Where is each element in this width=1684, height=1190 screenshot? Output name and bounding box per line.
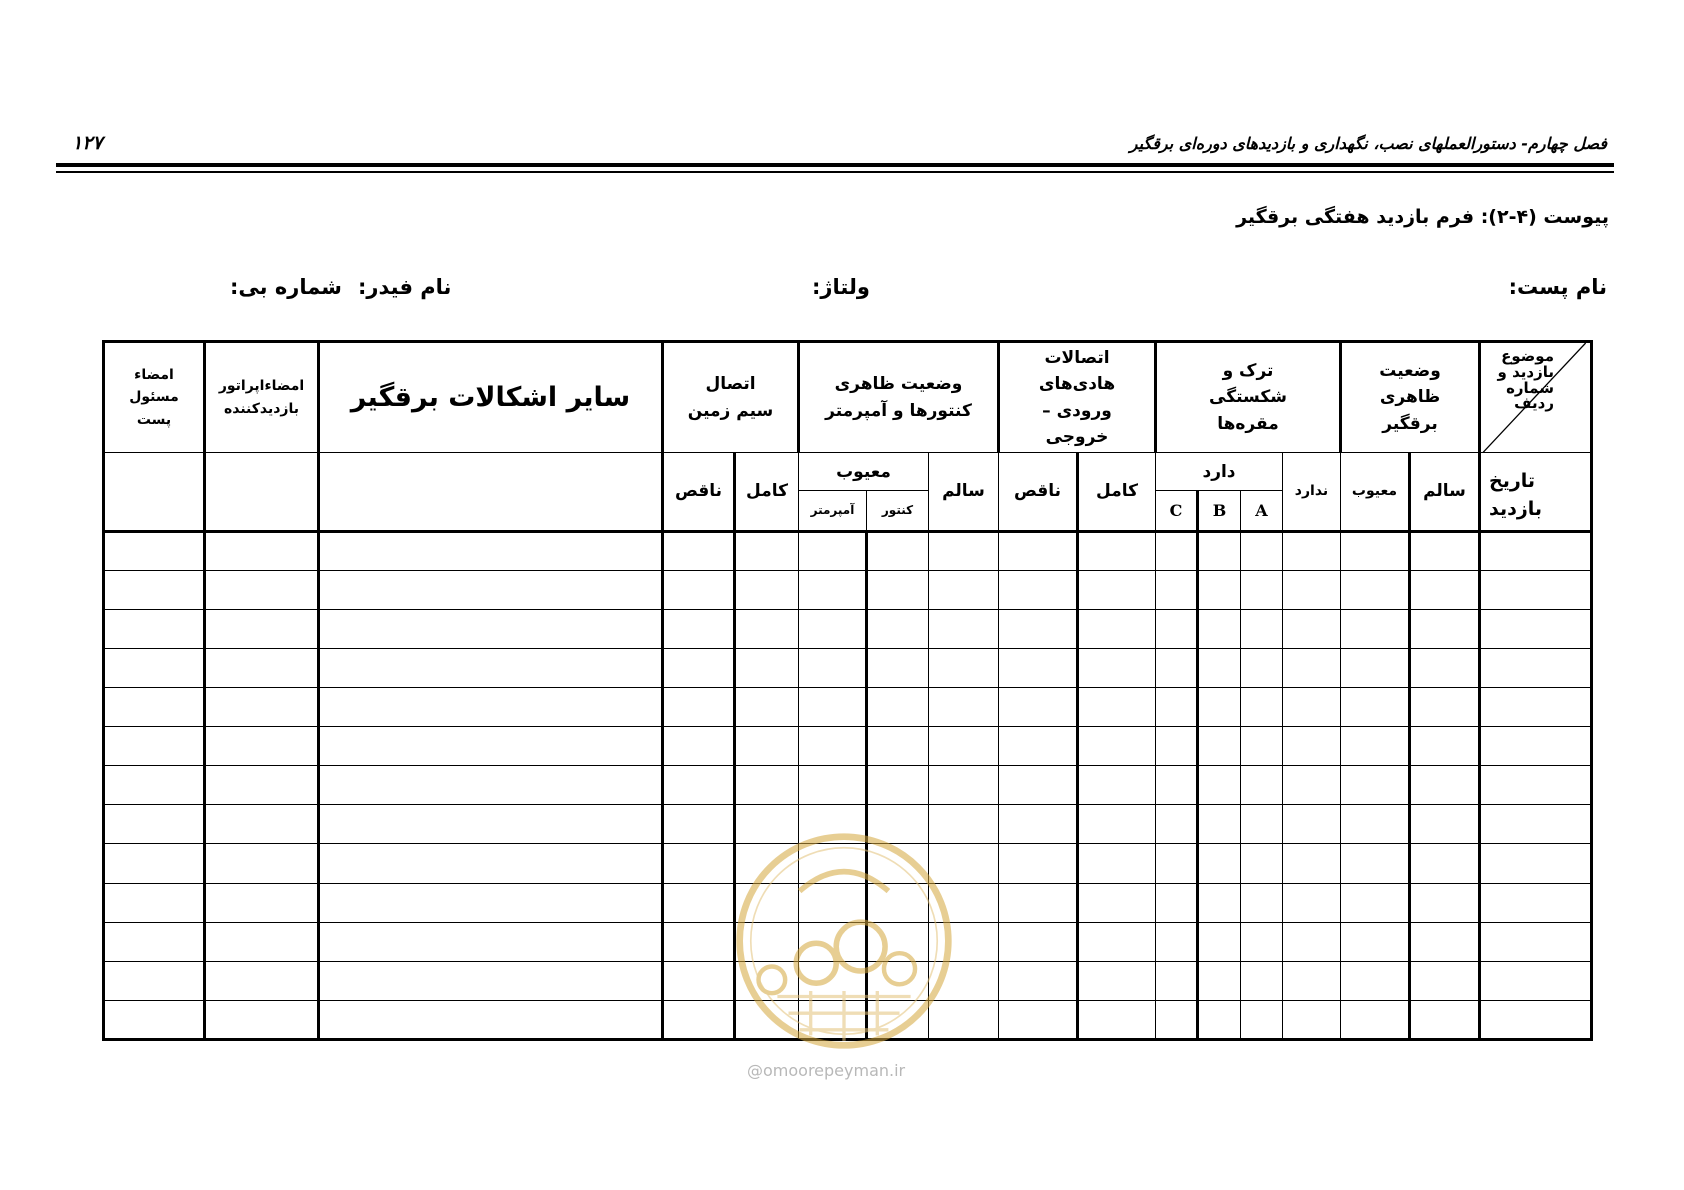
connections-text: اتصالات هادی‌های ورودی – خروجی — [1038, 347, 1116, 447]
ground-complete-subheader: کامل — [735, 453, 799, 531]
form-cell[interactable] — [1480, 844, 1592, 883]
form-cell[interactable] — [1156, 570, 1198, 609]
form-cell[interactable] — [867, 609, 929, 648]
operator-signature-text: امضاءاپراتور بازدیدکننده — [218, 378, 305, 417]
subject-header-cell — [1480, 342, 1592, 453]
form-cell[interactable] — [1156, 687, 1198, 726]
chapter-title: فصل چهارم- دستورالعملهای نصب، نگهداری و بازدیدهای دوره‌ای برقگیر — [1129, 134, 1607, 153]
counter-status-header — [799, 342, 999, 453]
form-cell[interactable] — [735, 570, 799, 609]
form-cell[interactable] — [1480, 531, 1592, 570]
form-cell[interactable] — [1283, 531, 1341, 570]
form-cell[interactable] — [1341, 961, 1410, 1000]
form-cell[interactable] — [319, 531, 663, 570]
form-cell[interactable] — [1078, 922, 1156, 961]
form-cell[interactable] — [319, 922, 663, 961]
form-cell[interactable] — [1480, 766, 1592, 805]
form-cell[interactable] — [1341, 766, 1410, 805]
form-cell[interactable] — [205, 609, 319, 648]
form-cell[interactable] — [1241, 961, 1283, 1000]
manager-signature-header — [104, 342, 205, 453]
date-header — [1489, 468, 1542, 523]
form-cell[interactable] — [1241, 844, 1283, 883]
form-cell[interactable] — [1156, 648, 1198, 687]
insulator-crack-text: ترک و شکستگی مقره‌ها — [1209, 361, 1287, 434]
form-cell[interactable] — [663, 961, 735, 1000]
form-cell[interactable] — [1078, 883, 1156, 922]
form-cell[interactable] — [104, 531, 205, 570]
form-cell[interactable] — [1198, 531, 1241, 570]
complete-subheader: کامل — [1078, 453, 1156, 531]
form-cell[interactable] — [1410, 1000, 1480, 1039]
form-cell[interactable] — [663, 687, 735, 726]
table-row — [104, 766, 1592, 805]
form-cell[interactable] — [1078, 609, 1156, 648]
form-cell[interactable] — [663, 1000, 735, 1039]
form-cell[interactable] — [1241, 805, 1283, 844]
form-cell[interactable] — [735, 648, 799, 687]
arrester-appearance-text: وضعیت ظاهری برقگیر — [1379, 361, 1441, 434]
form-cell[interactable] — [205, 531, 319, 570]
form-cell[interactable] — [1341, 570, 1410, 609]
form-cell[interactable] — [104, 687, 205, 726]
form-cell[interactable] — [799, 531, 867, 570]
form-cell[interactable] — [1480, 805, 1592, 844]
form-cell[interactable] — [1283, 570, 1341, 609]
form-cell[interactable] — [1480, 687, 1592, 726]
form-cell[interactable] — [999, 844, 1078, 883]
form-cell[interactable] — [663, 531, 735, 570]
table-row — [104, 648, 1592, 687]
form-cell[interactable] — [104, 883, 205, 922]
form-cell[interactable] — [1341, 687, 1410, 726]
form-cell[interactable] — [1480, 961, 1592, 1000]
operator-signature-subcell — [205, 453, 319, 531]
counter-status-text: وضعیت ظاهری کنتورها و آمپرمتر — [825, 374, 972, 421]
form-cell[interactable] — [104, 609, 205, 648]
form-cell[interactable] — [1198, 727, 1241, 766]
form-cell[interactable] — [999, 570, 1078, 609]
form-cell[interactable] — [319, 883, 663, 922]
ground-wire-header — [663, 342, 799, 453]
date-header-cell — [1480, 453, 1592, 531]
form-cell[interactable] — [1198, 805, 1241, 844]
form-cell[interactable] — [1078, 961, 1156, 1000]
other-problems-subcell — [319, 453, 663, 531]
form-cell[interactable] — [104, 844, 205, 883]
form-cell[interactable] — [1156, 883, 1198, 922]
form-cell[interactable] — [1078, 531, 1156, 570]
form-cell[interactable] — [1156, 766, 1198, 805]
subject-line: بازدید و — [1497, 362, 1554, 381]
form-cell[interactable] — [1283, 805, 1341, 844]
table-row — [104, 531, 1592, 570]
form-cell[interactable] — [999, 531, 1078, 570]
has-subheader: دارد — [1156, 453, 1283, 491]
date-line: تاریخ — [1489, 470, 1536, 493]
other-problems-header: سایر اشکالات برقگیر — [319, 342, 663, 453]
form-cell[interactable] — [1480, 727, 1592, 766]
form-cell[interactable] — [1078, 844, 1156, 883]
page-number: ۱۲۷ — [72, 132, 103, 154]
form-cell[interactable] — [929, 648, 999, 687]
form-cell[interactable] — [1341, 648, 1410, 687]
form-cell[interactable] — [1156, 961, 1198, 1000]
feeder-name-label: نام فیدر: — [358, 275, 452, 299]
subject-line: ردیف — [1514, 394, 1554, 413]
watermark-seal-icon — [733, 830, 955, 1052]
form-cell[interactable] — [1156, 922, 1198, 961]
form-cell[interactable] — [1410, 922, 1480, 961]
form-cell[interactable] — [319, 844, 663, 883]
form-cell[interactable] — [1241, 687, 1283, 726]
form-cell[interactable] — [1480, 1000, 1592, 1039]
form-cell[interactable] — [1341, 1000, 1410, 1039]
form-cell[interactable] — [1241, 922, 1283, 961]
form-cell[interactable] — [1156, 805, 1198, 844]
subject-line: موضوع — [1501, 347, 1554, 365]
form-cell[interactable] — [999, 922, 1078, 961]
form-cell[interactable] — [1410, 648, 1480, 687]
appendix-title: پیوست (۴-۲): فرم بازدید هفتگی برقگیر — [1236, 206, 1609, 228]
form-cell[interactable] — [867, 648, 929, 687]
form-cell[interactable] — [867, 687, 929, 726]
form-cell[interactable] — [1480, 922, 1592, 961]
form-cell[interactable] — [1283, 922, 1341, 961]
form-cell[interactable] — [205, 844, 319, 883]
watermark-site-text: @omoorepeyman.ir — [747, 1061, 906, 1080]
form-cell[interactable] — [663, 766, 735, 805]
form-cell[interactable] — [1241, 766, 1283, 805]
form-cell[interactable] — [1341, 844, 1410, 883]
form-cell[interactable] — [1241, 1000, 1283, 1039]
form-cell[interactable] — [867, 531, 929, 570]
form-cell[interactable] — [1156, 531, 1198, 570]
form-cell[interactable] — [867, 570, 929, 609]
form-cell[interactable] — [799, 687, 867, 726]
form-cell[interactable] — [799, 766, 867, 805]
form-cell[interactable] — [205, 805, 319, 844]
phase-a-header: A — [1241, 491, 1283, 531]
form-cell[interactable] — [735, 531, 799, 570]
form-cell[interactable] — [1480, 648, 1592, 687]
form-cell[interactable] — [1078, 1000, 1156, 1039]
form-cell[interactable] — [319, 805, 663, 844]
form-cell[interactable] — [1198, 961, 1241, 1000]
form-cell[interactable] — [1283, 609, 1341, 648]
header-rule-thick — [56, 163, 1614, 167]
form-cell[interactable] — [1241, 883, 1283, 922]
form-cell[interactable] — [1241, 727, 1283, 766]
form-cell[interactable] — [1241, 570, 1283, 609]
form-cell[interactable] — [663, 609, 735, 648]
form-cell[interactable] — [999, 766, 1078, 805]
form-cell[interactable] — [1241, 531, 1283, 570]
form-cell[interactable] — [104, 766, 205, 805]
form-cell[interactable] — [1480, 609, 1592, 648]
form-cell[interactable] — [1156, 1000, 1198, 1039]
form-cell[interactable] — [1198, 922, 1241, 961]
form-cell[interactable] — [1283, 1000, 1341, 1039]
form-cell[interactable] — [799, 727, 867, 766]
form-cell[interactable] — [1078, 687, 1156, 726]
ammeter-header: آمپرمتر — [799, 491, 867, 531]
form-cell[interactable] — [1283, 648, 1341, 687]
phase-c-header: C — [1156, 491, 1198, 531]
form-cell[interactable] — [1078, 727, 1156, 766]
form-cell[interactable] — [735, 727, 799, 766]
table-row — [104, 727, 1592, 766]
counter-healthy-subheader: سالم — [929, 453, 999, 531]
form-cell[interactable] — [319, 727, 663, 766]
form-cell[interactable] — [999, 648, 1078, 687]
form-cell[interactable] — [319, 648, 663, 687]
form-cell[interactable] — [929, 570, 999, 609]
form-cell[interactable] — [205, 687, 319, 726]
bay-number-label: شماره بی: — [230, 275, 342, 299]
form-cell[interactable] — [1241, 609, 1283, 648]
connections-header — [999, 342, 1156, 453]
manager-signature-text: امضاء مسئول پست — [129, 367, 179, 428]
form-cell[interactable] — [1410, 531, 1480, 570]
form-cell[interactable] — [999, 883, 1078, 922]
form-cell[interactable] — [1198, 1000, 1241, 1039]
form-cell[interactable] — [1410, 805, 1480, 844]
form-cell[interactable] — [319, 1000, 663, 1039]
form-cell[interactable] — [929, 531, 999, 570]
form-cell[interactable] — [1283, 961, 1341, 1000]
form-cell[interactable] — [1341, 609, 1410, 648]
form-cell[interactable] — [1078, 766, 1156, 805]
form-cell[interactable] — [1283, 883, 1341, 922]
form-cell[interactable] — [1410, 883, 1480, 922]
ground-incomplete-subheader: ناقص — [663, 453, 735, 531]
form-cell[interactable] — [1410, 727, 1480, 766]
form-cell[interactable] — [867, 727, 929, 766]
form-cell[interactable] — [104, 570, 205, 609]
subject-line: شماره — [1506, 378, 1554, 397]
form-cell[interactable] — [663, 922, 735, 961]
header-row-2 — [104, 453, 1592, 491]
form-cell[interactable] — [1156, 727, 1198, 766]
form-cell[interactable] — [104, 961, 205, 1000]
form-cell[interactable] — [735, 766, 799, 805]
form-cell[interactable] — [1410, 687, 1480, 726]
form-cell[interactable] — [867, 766, 929, 805]
insulator-crack-header — [1156, 342, 1341, 453]
form-cell[interactable] — [205, 1000, 319, 1039]
form-cell[interactable] — [799, 609, 867, 648]
form-cell[interactable] — [1156, 844, 1198, 883]
form-cell[interactable] — [663, 883, 735, 922]
form-cell[interactable] — [999, 687, 1078, 726]
healthy-subheader: سالم — [1410, 453, 1480, 531]
manager-signature-subcell — [104, 453, 205, 531]
form-cell[interactable] — [1341, 922, 1410, 961]
form-cell[interactable] — [1283, 727, 1341, 766]
form-cell[interactable] — [799, 648, 867, 687]
form-cell[interactable] — [929, 766, 999, 805]
form-cell[interactable] — [1198, 648, 1241, 687]
form-cell[interactable] — [1341, 805, 1410, 844]
form-cell[interactable] — [319, 687, 663, 726]
form-cell[interactable] — [1410, 570, 1480, 609]
form-cell[interactable] — [104, 805, 205, 844]
form-cell[interactable] — [1198, 570, 1241, 609]
form-cell[interactable] — [205, 727, 319, 766]
form-cell[interactable] — [1283, 844, 1341, 883]
form-cell[interactable] — [663, 844, 735, 883]
form-cell[interactable] — [929, 727, 999, 766]
form-cell[interactable] — [1410, 609, 1480, 648]
form-cell[interactable] — [929, 687, 999, 726]
table-row — [104, 687, 1592, 726]
form-cell[interactable] — [1480, 570, 1592, 609]
form-cell[interactable] — [663, 727, 735, 766]
form-cell[interactable] — [999, 727, 1078, 766]
defective-subheader: معیوب — [1341, 453, 1410, 531]
form-cell[interactable] — [999, 805, 1078, 844]
form-cell[interactable] — [1341, 531, 1410, 570]
form-cell[interactable] — [1341, 883, 1410, 922]
form-cell[interactable] — [1410, 844, 1480, 883]
date-line: بازدید — [1489, 497, 1543, 520]
form-cell[interactable] — [1198, 844, 1241, 883]
ground-wire-text: اتصال سیم زمین — [687, 374, 774, 421]
table-row — [104, 609, 1592, 648]
form-cell[interactable] — [1198, 687, 1241, 726]
form-cell[interactable] — [1198, 883, 1241, 922]
form-cell[interactable] — [205, 961, 319, 1000]
form-cell[interactable] — [1241, 648, 1283, 687]
form-cell[interactable] — [1410, 766, 1480, 805]
has-not-subheader: ندارد — [1283, 453, 1341, 531]
table-row — [104, 570, 1592, 609]
form-cell[interactable] — [663, 570, 735, 609]
form-cell[interactable] — [319, 766, 663, 805]
form-cell[interactable] — [205, 570, 319, 609]
form-cell[interactable] — [1078, 805, 1156, 844]
operator-signature-header — [205, 342, 319, 453]
form-cell[interactable] — [799, 570, 867, 609]
form-cell[interactable] — [999, 961, 1078, 1000]
form-cell[interactable] — [929, 609, 999, 648]
form-cell[interactable] — [663, 648, 735, 687]
form-cell[interactable] — [1341, 727, 1410, 766]
form-cell[interactable] — [319, 961, 663, 1000]
header-row-1 — [104, 342, 1592, 453]
voltage-label: ولتاژ: — [812, 275, 870, 299]
header-rule-thin — [56, 171, 1614, 173]
form-cell[interactable] — [104, 1000, 205, 1039]
form-cell[interactable] — [1198, 609, 1241, 648]
form-cell[interactable] — [1480, 883, 1592, 922]
form-cell[interactable] — [104, 922, 205, 961]
form-cell[interactable] — [1156, 609, 1198, 648]
incomplete-subheader: ناقص — [999, 453, 1078, 531]
form-cell[interactable] — [205, 766, 319, 805]
form-cell[interactable] — [1410, 961, 1480, 1000]
post-name-label: نام پست: — [1508, 275, 1607, 299]
form-cell[interactable] — [205, 648, 319, 687]
form-cell[interactable] — [205, 883, 319, 922]
phase-b-header: B — [1198, 491, 1241, 531]
form-cell[interactable] — [999, 1000, 1078, 1039]
form-cell[interactable] — [104, 727, 205, 766]
form-cell[interactable] — [1283, 687, 1341, 726]
form-cell[interactable] — [735, 609, 799, 648]
arrester-appearance-header — [1341, 342, 1480, 453]
form-cell[interactable] — [205, 922, 319, 961]
counter-header: کنتور — [867, 491, 929, 531]
form-cell[interactable] — [999, 609, 1078, 648]
counter-defective-subheader: معیوب — [799, 453, 929, 491]
form-cell[interactable] — [1198, 766, 1241, 805]
subject-header — [1498, 349, 1554, 412]
form-cell[interactable] — [319, 570, 663, 609]
form-cell[interactable] — [735, 687, 799, 726]
form-cell[interactable] — [319, 609, 663, 648]
form-cell[interactable] — [1283, 766, 1341, 805]
form-cell[interactable] — [1078, 570, 1156, 609]
form-cell[interactable] — [663, 805, 735, 844]
form-cell[interactable] — [1078, 648, 1156, 687]
form-cell[interactable] — [104, 648, 205, 687]
